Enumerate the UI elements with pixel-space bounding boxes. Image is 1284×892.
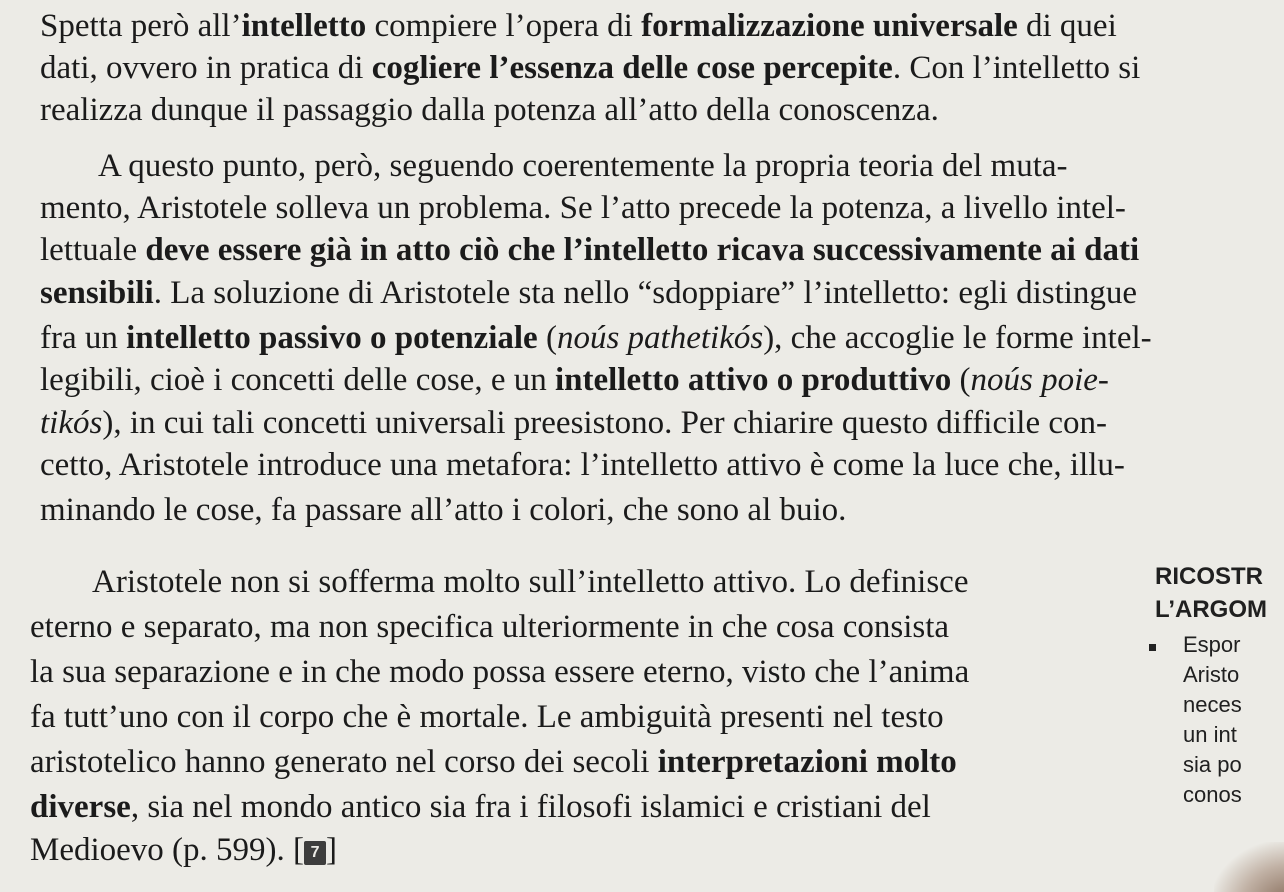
sidebar-list-line: conos: [1183, 782, 1242, 807]
text-run: di quei: [1017, 8, 1117, 44]
text-run: ), in cui tali concetti universali preesistono. Per chiarire questo difficile con-: [102, 405, 1107, 441]
text-line: [40, 188, 1126, 228]
bold-text: formalizzazione universale: [641, 8, 1018, 44]
square-bullet-icon: [1149, 644, 1156, 651]
text-line: [40, 318, 1152, 358]
text-line: [30, 607, 949, 647]
text-line: [92, 562, 968, 602]
text-run: compiere l’opera di: [366, 8, 642, 44]
text-run: Spetta però all’: [40, 8, 242, 44]
text-line: [98, 146, 1068, 186]
sidebar-list-line: neces: [1183, 692, 1242, 717]
text-line: [40, 403, 1107, 443]
text-run: A questo punto, però, seguendo coerentemente la propria teoria del muta-: [98, 148, 1068, 184]
italic-text: tikós: [40, 405, 103, 441]
finger-shadow: [1214, 842, 1284, 892]
text-run: fra un: [40, 320, 127, 356]
text-line: [40, 6, 1117, 46]
text-line: [30, 697, 944, 737]
italic-text: noús pathetikós: [556, 320, 764, 356]
sidebar-title-line: L’ARGOM: [1155, 596, 1267, 623]
sidebar-list-line: Espor: [1183, 632, 1241, 657]
reference-badge: 7: [304, 841, 326, 865]
text-run: eterno e separato, ma non specifica ulteriormente in che cosa consista: [30, 609, 950, 645]
text-run: ]: [326, 832, 338, 868]
text-run: realizza dunque il passaggio dalla potenza all’atto della conoscenza.: [40, 92, 939, 128]
sidebar-title-line: RICOSTR: [1155, 563, 1263, 590]
text-line: [40, 90, 939, 130]
italic-text: noús poie-: [970, 362, 1109, 398]
text-run: minando le cose, fa passare all’atto i colori, che sono al buio.: [40, 492, 847, 528]
text-run: Aristotele non si sofferma molto sull’intelletto attivo. Lo definisce: [92, 564, 969, 600]
text-line: [40, 230, 1139, 270]
text-run: mento, Aristotele solleva un problema. Se l’atto precede la potenza, a livello intel-: [40, 190, 1126, 226]
text-run: lettuale: [40, 232, 146, 268]
text-run: ), che accoglie le forme intel-: [763, 320, 1152, 356]
text-run: . Con l’intelletto si: [892, 50, 1141, 86]
text-line: [30, 742, 957, 782]
bold-text: intelletto attivo o produttivo: [554, 362, 952, 398]
text-run: legibili, cioè i concetti delle cose, e un: [40, 362, 555, 398]
text-run: fa tutt’uno con il corpo che è mortale. Le ambiguità presenti nel testo: [30, 699, 944, 735]
sidebar-box: [1155, 560, 1284, 810]
text-run: dati, ovvero in pratica di: [40, 50, 372, 86]
text-line: [40, 445, 1125, 485]
text-line: [30, 652, 969, 692]
text-run: Medioevo (p. 599). [: [30, 832, 305, 868]
bold-text: diverse: [30, 789, 131, 825]
sidebar-list-line: un int: [1183, 722, 1237, 747]
text-line: [30, 787, 931, 827]
text-line: [40, 48, 1140, 88]
text-line: [40, 360, 1109, 400]
text-run: (: [951, 362, 971, 398]
bold-text: interpretazioni molto: [657, 744, 957, 780]
bold-text: cogliere l’essenza delle cose percepite: [371, 50, 893, 86]
sidebar-list-line: sia po: [1183, 752, 1242, 777]
bold-text: deve essere già in atto ciò che l’intelletto ricava successivamente ai dati: [145, 232, 1140, 268]
text-run: cetto, Aristotele introduce una metafora: l’intelletto attivo è come la luce che, illu-: [40, 447, 1125, 483]
text-run: . La soluzione di Aristotele sta nello “sdoppiare” l’intelletto: egli distingue: [153, 275, 1138, 311]
text-line: [40, 273, 1137, 313]
sidebar-list: [1155, 630, 1284, 810]
text-line: [40, 490, 846, 530]
bold-text: intelletto passivo o potenziale: [126, 320, 538, 356]
bold-text: sensibili: [40, 275, 154, 311]
text-run: , sia nel mondo antico sia fra i filosofi islamici e cristiani del: [130, 789, 931, 825]
text-run: (: [537, 320, 557, 356]
text-line: [30, 830, 337, 870]
text-run: la sua separazione e in che modo possa essere eterno, visto che l’anima: [30, 654, 970, 690]
text-run: aristotelico hanno generato nel corso dei secoli: [30, 744, 658, 780]
bold-text: intelletto: [241, 8, 367, 44]
sidebar-list-line: Aristo: [1183, 662, 1240, 687]
